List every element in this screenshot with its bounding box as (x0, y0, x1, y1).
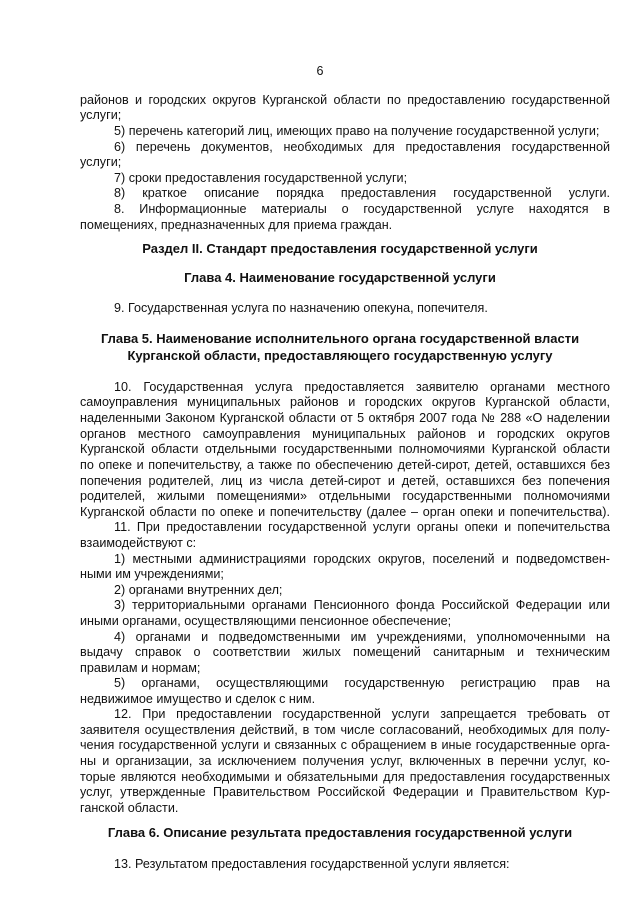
text-line: иными органами, осуществляющими пенсионное обеспечение; (80, 614, 452, 628)
text-line: наделенными Законом Курганской области от 5 октября 2007 года № 288 «О наделении (80, 411, 610, 425)
text-line: родителей, жилыми помещениями» отдельными государственными полномочиями (80, 489, 610, 503)
text-line: органов местного самоуправления муниципальных районов и городских округов (80, 427, 610, 441)
text-line: ганской области. (80, 801, 179, 815)
text-line: услуги; (80, 155, 122, 169)
text-line: 5) органами, осуществляющими государственную регистрацию прав на (114, 676, 610, 690)
text-line: попечения родителей, лиц из числа детей-сирот и детей, оставшихся без попечения (80, 474, 610, 488)
text-line: услуги; (80, 108, 122, 122)
text-line: помещениях, предназначенных для приема граждан. (80, 218, 393, 232)
text-line: ны и организации, за исключением получения услуг, включенных в перечни услуг, ко- (80, 754, 610, 768)
text-line: 12. При предоставлении государственной услуги запрещается требовать от (114, 707, 610, 721)
page-number: 6 (316, 64, 324, 78)
text-line: ными им учреждениями; (80, 567, 224, 581)
text-line: 3) территориальными органами Пенсионного фонда Российской Федерации или (114, 598, 610, 612)
text-line: районов и городских округов Курганской области по предоставлению государственной (80, 93, 610, 107)
text-line: Курганской области по опеке и попечительству (далее – орган опеки и попечительства). (80, 505, 610, 519)
text-line: Курганской области отдельными государственными полномочиями Курганской области (80, 442, 610, 456)
text-line: 7) сроки предоставления государственной услуги; (114, 171, 408, 185)
section-heading: Курганской области, предоставляющего государственную услугу (127, 348, 553, 363)
text-line: услуг, утвержденные Правительством Российской Федерации и Правительством Кур- (80, 785, 610, 799)
section-heading: Раздел II. Стандарт предоставления государственной услуги (142, 241, 538, 256)
section-heading: Глава 6. Описание результата предоставления государственной услуги (107, 825, 573, 840)
text-line: 1) местными администрациями городских округов, поселений и подведомствен- (114, 552, 610, 566)
text-line: самоуправления муниципальных районов и городских округов Курганской области, (80, 395, 610, 409)
text-line: 5) перечень категорий лиц, имеющих право на получение государственной услуги; (114, 124, 600, 138)
text-line: 8) краткое описание порядка предоставления государственной услуги. (114, 186, 610, 200)
text-line: 9. Государственная услуга по назначению опекуна, попечителя. (114, 301, 488, 315)
text-line: 11. При предоставлении государственной услуги органы опеки и попечительства (114, 520, 610, 534)
text-line: 6) перечень документов, необходимых для предоставления государственной (114, 140, 610, 154)
text-line: чения государственной услуги и связанных с обращением в иные государственные орга- (80, 738, 610, 752)
text-line: правилам и нормам; (80, 661, 201, 675)
text-line: заявителя осуществления действий, в том числе согласований, необходимых для полу- (80, 723, 610, 737)
text-line: 4) органами и подведомственными им учреждениями, уполномоченными на (114, 630, 610, 644)
section-heading: Глава 5. Наименование исполнительного органа государственной власти (100, 331, 580, 346)
text-line: 8. Информационные материалы о государственной услуге находятся в (114, 202, 610, 216)
section-heading: Глава 4. Наименование государственной услуги (184, 270, 496, 285)
text-line: по опеке и попечительству, а также по обеспечению детей-сирот, детей, оставшихся без (80, 458, 610, 472)
text-line: взаимодействуют с: (80, 536, 197, 550)
text-line: 13. Результатом предоставления государственной услуги является: (114, 857, 510, 871)
text-line: торые являются необходимыми и обязательными для предоставления государственных (80, 770, 610, 784)
text-line: недвижимое имущество и сделок с ним. (80, 692, 316, 706)
text-line: выдачу справок о соответствии жилых помещений санитарным и техническим (80, 645, 610, 659)
text-line: 2) органами внутренних дел; (114, 583, 283, 597)
text-line: 10. Государственная услуга предоставляется заявителю органами местного (114, 380, 610, 394)
